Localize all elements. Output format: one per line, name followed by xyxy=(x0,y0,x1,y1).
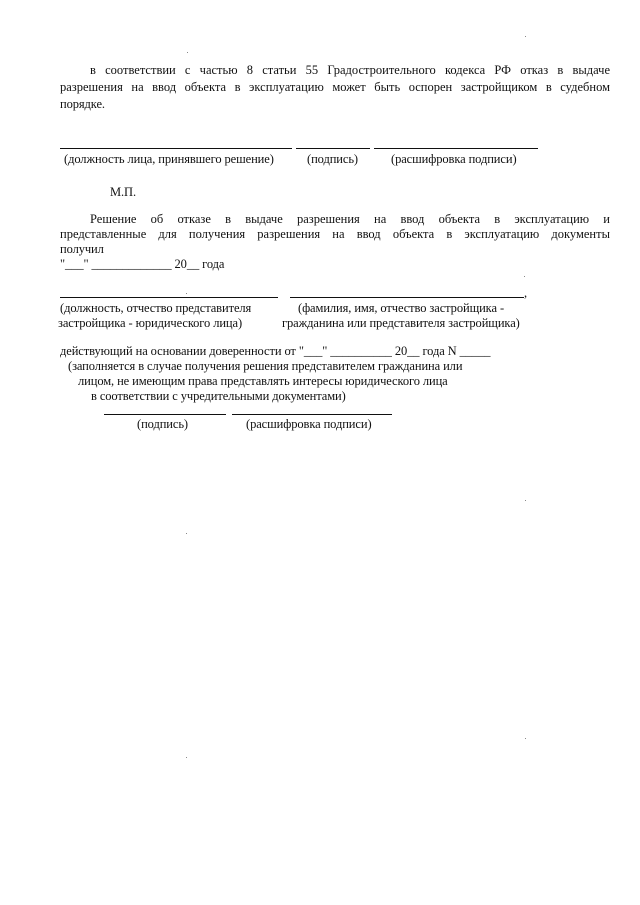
scan-speck xyxy=(525,500,526,501)
recipient-trailing-comma: , xyxy=(524,286,528,300)
date-open-quote: " xyxy=(60,257,66,271)
date-year-word: года xyxy=(202,257,225,271)
scan-speck xyxy=(187,52,188,53)
position-line xyxy=(60,148,292,149)
scan-speck xyxy=(525,738,526,739)
power-of-attorney-text: действующий на основании доверенности от "___" __________ 20__ года N _____ xyxy=(60,344,491,358)
paragraph-1-line-2: разрешения на ввод объекта в эксплуатацию может быть оспорен застройщиком в судебном xyxy=(60,80,610,94)
date-year-prefix: 20 xyxy=(174,257,187,271)
scan-speck xyxy=(524,276,525,277)
signature-caption: (подпись) xyxy=(307,152,358,166)
recipient-left-caption-line-1: (должность, отчество представителя xyxy=(60,301,252,315)
signature-line xyxy=(296,148,370,149)
recipient-signature-line xyxy=(104,414,226,415)
paragraph-2-line-2: представленные для получения разрешения на ввод объекта в эксплуатацию документы xyxy=(60,227,610,241)
recipient-decoding-line xyxy=(232,414,392,415)
scan-speck xyxy=(186,757,187,758)
power-of-attorney-note-line-1: (заполняется в случае получения решения представителем гражданина или xyxy=(68,359,463,373)
date-close-quote: " xyxy=(83,257,89,271)
recipient-decoding-caption: (расшифровка подписи) xyxy=(246,417,372,431)
decoding-caption: (расшифровка подписи) xyxy=(391,152,517,166)
power-of-attorney-note-line-3: в соответствии с учредительными документами) xyxy=(91,389,346,403)
scan-speck xyxy=(186,293,187,294)
recipient-signature-caption: (подпись) xyxy=(137,417,188,431)
paragraph-2-line-3: получил xyxy=(60,242,104,256)
recipient-right-caption-line-1: (фамилия, имя, отчество застройщика - xyxy=(298,301,505,315)
paragraph-2-line-1: Решение об отказе в выдаче разрешения на ввод объекта в эксплуатацию и xyxy=(90,212,610,226)
recipient-right-caption-line-2: гражданина или представителя застройщика) xyxy=(282,316,520,330)
scan-speck xyxy=(525,36,526,37)
paragraph-1-line-3: порядке. xyxy=(60,97,105,111)
decoding-line xyxy=(374,148,538,149)
stamp-label: М.П. xyxy=(110,185,136,199)
paragraph-1-line-1: в соответствии с частью 8 статьи 55 Градостроительного кодекса РФ отказ в выдаче xyxy=(90,63,610,77)
date-day-blank: ___ xyxy=(65,257,84,271)
recipient-left-caption-line-2: застройщика - юридического лица) xyxy=(58,316,243,330)
date-year-blank: __ xyxy=(186,257,200,271)
position-caption: (должность лица, принявшего решение) xyxy=(64,152,274,166)
date-month-blank: _____________ xyxy=(91,257,172,271)
recipient-name-line xyxy=(290,297,524,298)
receipt-date xyxy=(60,257,224,271)
scan-speck xyxy=(186,533,187,534)
recipient-position-line xyxy=(60,297,278,298)
power-of-attorney-note-line-2: лицом, не имеющим права представлять интересы юридического лица xyxy=(78,374,448,388)
